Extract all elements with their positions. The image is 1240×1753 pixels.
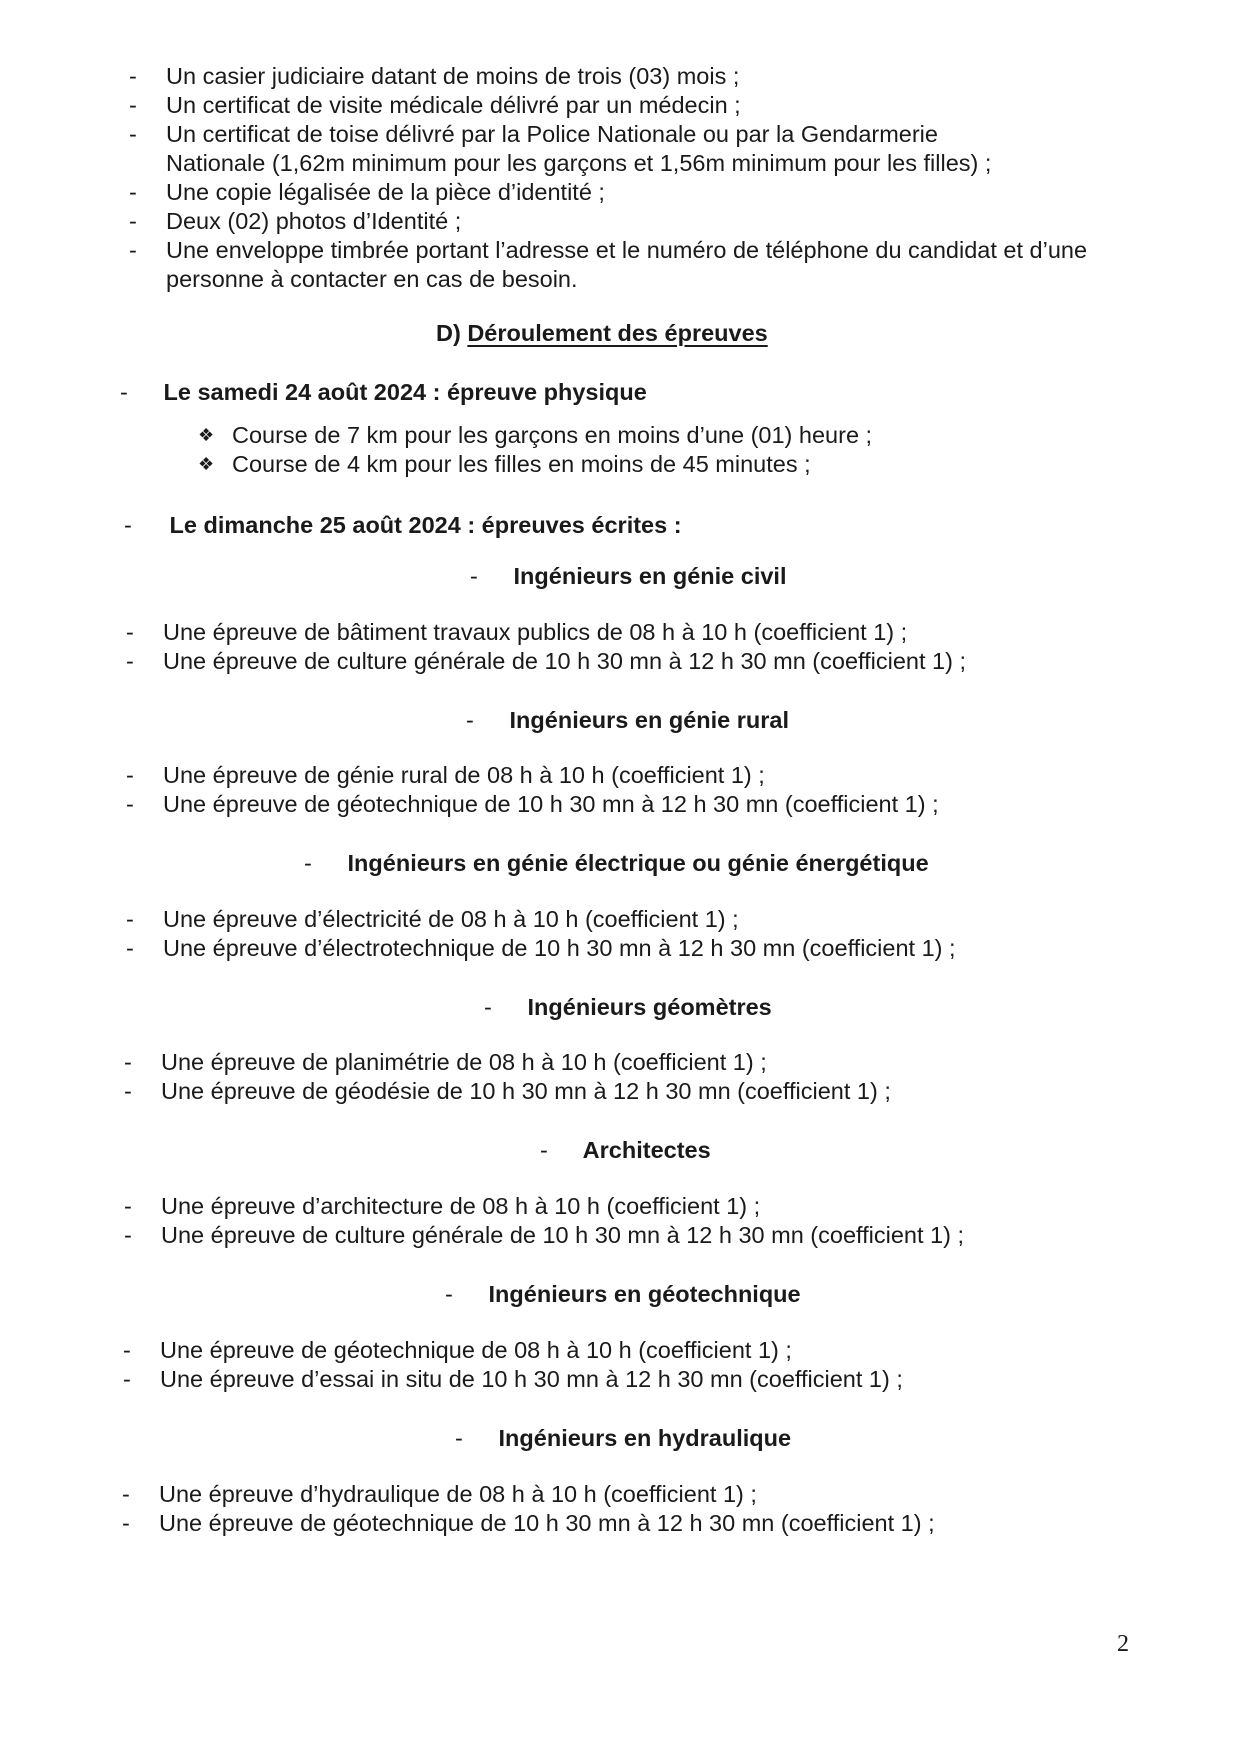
list-dash: - xyxy=(124,1222,132,1248)
list-item-text: Une épreuve d’architecture de 08 h à 10 h (coefficient 1) ; xyxy=(161,1193,761,1219)
list-dash: - xyxy=(122,1481,130,1507)
list-item-text: Course de 7 km pour les garçons en moins d’une (01) heure ; xyxy=(232,422,873,448)
diamond-bullet-icon: ❖ xyxy=(198,454,215,474)
list-dash: - xyxy=(129,179,137,205)
group-title-row xyxy=(466,706,789,735)
list-item xyxy=(129,91,1166,120)
list-item-text: Une épreuve d’électrotechnique de 10 h 30 mn à 12 h 30 mn (coefficient 1) ; xyxy=(163,935,956,961)
list-item-text: Une copie légalisée de la pièce d’identité ; xyxy=(166,179,605,205)
section-title: Déroulement des épreuves xyxy=(467,320,768,346)
list-item xyxy=(198,450,1132,479)
list-item xyxy=(129,236,1166,265)
list-item xyxy=(126,618,1163,647)
group-title-row xyxy=(304,849,929,878)
group-title-row xyxy=(455,1424,791,1453)
group-title: Ingénieurs en génie civil xyxy=(513,563,787,589)
list-item-text: Un certificat de visite médicale délivré par un médecin ; xyxy=(166,92,741,118)
list-item-text: Un casier judiciaire datant de moins de trois (03) mois ; xyxy=(166,63,740,89)
physical-test-list xyxy=(198,421,1132,479)
group-title: Ingénieurs en génie électrique ou génie énergétique xyxy=(347,850,929,876)
group-title: Ingénieurs en hydraulique xyxy=(498,1425,792,1451)
group-title: Ingénieurs en géotechnique xyxy=(488,1281,801,1307)
list-dash: - xyxy=(129,121,137,147)
list-item-text: Une épreuve de géotechnique de 10 h 30 mn à 12 h 30 mn (coefficient 1) ; xyxy=(159,1510,935,1536)
section-prefix: D) xyxy=(436,320,461,346)
list-item-continuation xyxy=(166,265,1166,294)
group-title: Ingénieurs en génie rural xyxy=(509,707,789,733)
list-dash: - xyxy=(540,1137,548,1163)
list-dash: - xyxy=(445,1281,453,1307)
physical-test-title-row xyxy=(120,378,647,407)
list-item-text: Une épreuve de géotechnique de 10 h 30 mn à 12 h 30 mn (coefficient 1) ; xyxy=(163,791,939,817)
group-title-row xyxy=(484,993,772,1022)
list-item-text: Une épreuve d’hydraulique de 08 h à 10 h (coefficient 1) ; xyxy=(159,1481,757,1507)
list-item-text: Une épreuve de géotechnique de 08 h à 10 h (coefficient 1) ; xyxy=(160,1337,792,1363)
list-dash: - xyxy=(466,707,474,733)
list-item-text: Une épreuve de géodésie de 10 h 30 mn à 12 h 30 mn (coefficient 1) ; xyxy=(161,1078,891,1104)
list-dash: - xyxy=(455,1425,463,1451)
list-item-continuation xyxy=(166,149,1166,178)
list-item xyxy=(126,934,1163,963)
list-item-text: Une épreuve de planimétrie de 08 h à 10 h (coefficient 1) ; xyxy=(161,1049,767,1075)
list-item xyxy=(126,647,1163,676)
list-dash: - xyxy=(126,906,134,932)
group-items xyxy=(124,1048,1161,1106)
physical-test-title: Le samedi 24 août 2024 : épreuve physique xyxy=(163,379,647,405)
list-item xyxy=(198,421,1132,450)
list-item-text: Une enveloppe timbrée portant l’adresse et le numéro de téléphone du candidat et d’une xyxy=(166,237,1088,263)
list-dash: - xyxy=(120,379,128,405)
list-item xyxy=(126,790,1163,819)
list-item xyxy=(124,1192,1161,1221)
group-title-row xyxy=(540,1136,711,1165)
group-title: Architectes xyxy=(582,1137,711,1163)
list-item-text: personne à contacter en cas de besoin. xyxy=(166,266,578,292)
group-title-row xyxy=(445,1280,801,1309)
list-dash: - xyxy=(129,92,137,118)
page-number: 2 xyxy=(1117,1631,1129,1657)
list-item xyxy=(126,761,1163,790)
diamond-bullet-icon: ❖ xyxy=(198,425,215,445)
list-item xyxy=(122,1509,1159,1538)
list-item xyxy=(123,1365,1160,1394)
list-dash: - xyxy=(124,1049,132,1075)
written-tests-title-row xyxy=(124,511,682,540)
list-item xyxy=(129,207,1166,236)
list-dash: - xyxy=(126,762,134,788)
list-dash: - xyxy=(124,1193,132,1219)
list-item xyxy=(123,1336,1160,1365)
list-dash: - xyxy=(129,63,137,89)
list-dash: - xyxy=(123,1337,131,1363)
list-item xyxy=(122,1480,1159,1509)
list-item xyxy=(129,120,1166,149)
written-tests-title: Le dimanche 25 août 2024 : épreuves écrites : xyxy=(169,512,682,538)
group-items xyxy=(124,1192,1161,1250)
group-items xyxy=(126,905,1163,963)
list-item-text: Deux (02) photos d’Identité ; xyxy=(166,208,462,234)
list-item xyxy=(126,905,1163,934)
group-items xyxy=(126,618,1163,676)
section-heading xyxy=(436,319,768,348)
list-dash: - xyxy=(126,619,134,645)
list-item xyxy=(129,62,1166,91)
list-dash: - xyxy=(470,563,478,589)
list-dash: - xyxy=(126,791,134,817)
list-dash: - xyxy=(129,237,137,263)
list-dash: - xyxy=(123,1366,131,1392)
list-item xyxy=(124,1077,1161,1106)
list-dash: - xyxy=(126,935,134,961)
list-item-text: Une épreuve de bâtiment travaux publics de 08 h à 10 h (coefficient 1) ; xyxy=(163,619,908,645)
group-items xyxy=(126,761,1163,819)
group-items xyxy=(123,1336,1160,1394)
list-item-text: Course de 4 km pour les filles en moins de 45 minutes ; xyxy=(232,451,811,477)
list-item-text: Une épreuve de culture générale de 10 h 30 mn à 12 h 30 mn (coefficient 1) ; xyxy=(163,648,966,674)
list-item xyxy=(129,178,1166,207)
list-dash: - xyxy=(129,208,137,234)
list-dash: - xyxy=(124,512,132,538)
list-dash: - xyxy=(484,994,492,1020)
list-item-text: Une épreuve de culture générale de 10 h 30 mn à 12 h 30 mn (coefficient 1) ; xyxy=(161,1222,964,1248)
documents-list xyxy=(129,62,1166,294)
list-dash: - xyxy=(304,850,312,876)
group-title-row xyxy=(470,562,786,591)
list-item-text: Une épreuve d’essai in situ de 10 h 30 mn à 12 h 30 mn (coefficient 1) ; xyxy=(160,1366,903,1392)
list-item xyxy=(124,1221,1161,1250)
list-item-text: Une épreuve de génie rural de 08 h à 10 h (coefficient 1) ; xyxy=(163,762,765,788)
list-item-text: Une épreuve d’électricité de 08 h à 10 h (coefficient 1) ; xyxy=(163,906,739,932)
list-dash: - xyxy=(122,1510,130,1536)
list-item-text: Nationale (1,62m minimum pour les garçons et 1,56m minimum pour les filles) ; xyxy=(166,150,992,176)
list-item-text: Un certificat de toise délivré par la Police Nationale ou par la Gendarmerie xyxy=(166,121,938,147)
list-dash: - xyxy=(126,648,134,674)
list-item xyxy=(124,1048,1161,1077)
list-dash: - xyxy=(124,1078,132,1104)
group-title: Ingénieurs géomètres xyxy=(527,994,772,1020)
group-items xyxy=(122,1480,1159,1538)
